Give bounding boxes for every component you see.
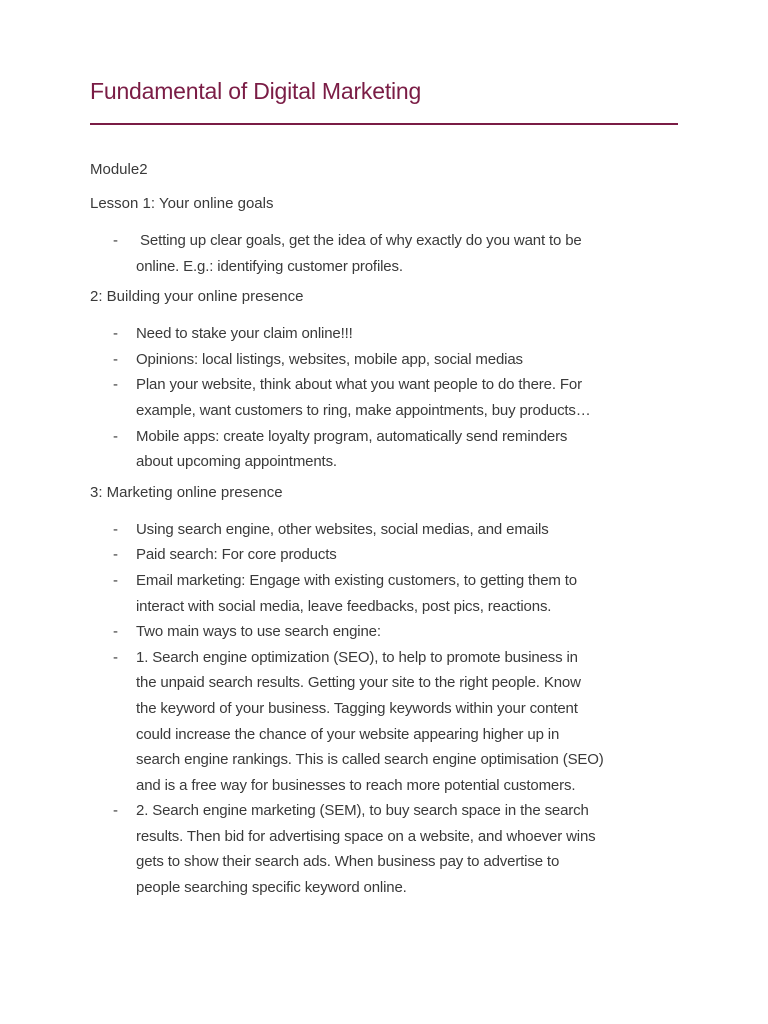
- list-item-text-line: people searching specific keyword online.: [136, 879, 407, 897]
- title-underline: [90, 123, 678, 125]
- list-item: [90, 228, 690, 279]
- section-heading: 3: Marketing online presence: [90, 483, 283, 501]
- bullet-list: [90, 228, 690, 279]
- list-item-text-line: search engine rankings. This is called search engine optimisation (SEO): [136, 751, 604, 769]
- list-item-text-line: the keyword of your business. Tagging keywords within your content: [136, 699, 578, 717]
- dash-bullet-icon: -: [113, 325, 118, 343]
- dash-bullet-icon: -: [113, 802, 118, 820]
- list-item-text-line: Need to stake your claim online!!!: [136, 325, 353, 343]
- dash-bullet-icon: -: [113, 376, 118, 394]
- dash-bullet-icon: -: [113, 232, 118, 249]
- list-item: [90, 347, 690, 373]
- list-item-text-line: 1. Search engine optimization (SEO), to help to promote business in: [136, 648, 578, 666]
- list-item-text-line: Plan your website, think about what you want people to do there. For: [136, 376, 582, 394]
- dash-bullet-icon: -: [113, 427, 118, 445]
- list-item: [90, 542, 690, 568]
- section-heading: Lesson 1: Your online goals: [90, 195, 274, 212]
- module-label: Module2: [90, 161, 148, 178]
- document-body: [90, 160, 690, 909]
- list-item-text-line: about upcoming appointments.: [136, 453, 337, 471]
- list-item-text-line: Two main ways to use search engine:: [136, 623, 381, 641]
- list-item: [90, 517, 690, 543]
- dash-bullet-icon: -: [113, 571, 118, 589]
- list-item-text-line: Opinions: local listings, websites, mobile app, social medias: [136, 350, 523, 368]
- list-item-text-line: interact with social media, leave feedbacks, post pics, reactions.: [136, 597, 552, 615]
- list-item-text-line: and is a free way for businesses to reach more potential customers.: [136, 776, 576, 794]
- list-item-text-line: the unpaid search results. Getting your site to the right people. Know: [136, 674, 581, 692]
- dash-bullet-icon: -: [113, 520, 118, 538]
- section-heading: 2: Building your online presence: [90, 288, 304, 306]
- dash-bullet-icon: -: [113, 623, 118, 641]
- list-item: [90, 424, 690, 475]
- list-item: [90, 798, 690, 900]
- bullet-list: [90, 517, 690, 901]
- dash-bullet-icon: -: [113, 546, 118, 564]
- dash-bullet-icon: -: [113, 648, 118, 666]
- dash-bullet-icon: -: [113, 350, 118, 368]
- list-item-text-line: example, want customers to ring, make appointments, buy products…: [136, 401, 591, 419]
- bullet-list: [90, 321, 690, 475]
- list-item-text-line: Email marketing: Engage with existing customers, to getting them to: [136, 571, 577, 589]
- list-item-text-line: 2. Search engine marketing (SEM), to buy search space in the search: [136, 802, 589, 820]
- list-item: [90, 372, 690, 423]
- list-item-text-line: results. Then bid for advertising space on a website, and whoever wins: [136, 827, 596, 845]
- list-item-text-line: could increase the chance of your website appearing higher up in: [136, 725, 560, 743]
- list-item: [90, 645, 690, 799]
- list-item-text-line: online. E.g.: identifying customer profiles.: [136, 257, 403, 275]
- document-title: Fundamental of Digital Marketing: [90, 78, 422, 104]
- list-item: [90, 568, 690, 619]
- list-item: [90, 619, 690, 645]
- list-item-text-line: Using search engine, other websites, social medias, and emails: [136, 520, 549, 538]
- list-item-text-line: gets to show their search ads. When business pay to advertise to: [136, 853, 560, 871]
- list-item-text-line: Setting up clear goals, get the idea of why exactly do you want to be: [136, 232, 582, 249]
- list-item-text-line: Mobile apps: create loyalty program, automatically send reminders: [136, 427, 568, 445]
- list-item: [90, 321, 690, 347]
- list-item-text-line: Paid search: For core products: [136, 546, 337, 564]
